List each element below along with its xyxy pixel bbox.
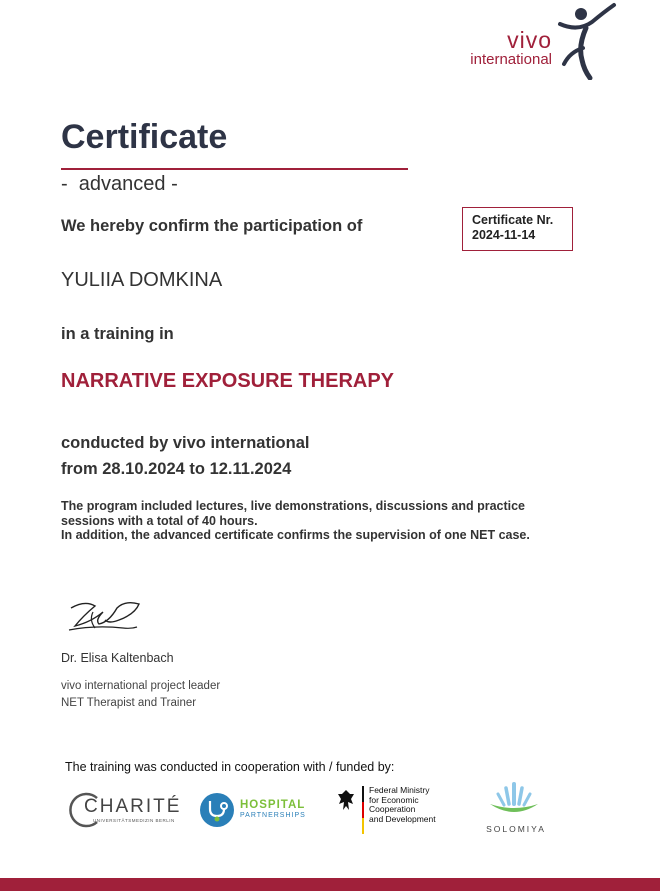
- charite-subtitle: UNIVERSITÄTSMEDIZIN BERLIN: [93, 818, 175, 823]
- confirmation-text: We hereby confirm the participation of: [61, 217, 363, 235]
- vivo-figure-icon: [556, 2, 620, 80]
- bmz-line: for Economic Cooperation: [369, 794, 419, 814]
- bmz-text: [369, 786, 466, 824]
- hospital-line1: HOSPITAL: [240, 799, 306, 811]
- program-line: In addition, the advanced certificate confirms the supervision of one NET case.: [61, 528, 530, 542]
- charite-logo: [67, 790, 182, 830]
- solomiya-flower-icon: [484, 778, 544, 818]
- federal-eagle-icon: [336, 788, 356, 816]
- logo-vivo: vivo: [507, 27, 552, 53]
- solomiya-logo: [476, 778, 556, 838]
- bmz-logo: [336, 784, 466, 834]
- bottom-accent-bar: [0, 878, 660, 891]
- flag-bar-gold: [362, 818, 364, 834]
- vivo-logo-text: [467, 29, 552, 68]
- certificate-number-value: 2024-11-14: [472, 228, 536, 242]
- hospital-partnerships-logo: [199, 790, 319, 830]
- program-line: sessions with a total of 40 hours.: [61, 513, 258, 528]
- cooperation-text: The training was conducted in cooperation with / funded by:: [65, 760, 395, 774]
- signer-role-line: vivo international project leader: [61, 680, 221, 692]
- logo-international: international: [470, 51, 552, 68]
- certificate-number-label: Certificate Nr.: [472, 213, 554, 227]
- course-title: NARRATIVE EXPOSURE THERAPY: [61, 370, 395, 392]
- bmz-line: Federal Ministry: [369, 785, 430, 795]
- title-underline: [61, 168, 408, 170]
- conducted-block: [61, 430, 309, 482]
- solomiya-name: SOLOMIYA: [486, 824, 546, 834]
- signer-role-line: NET Therapist and Trainer: [61, 696, 197, 709]
- date-range: from 28.10.2024 to 12.11.2024: [61, 460, 292, 478]
- signature-image: [65, 598, 145, 638]
- program-description: [61, 499, 621, 543]
- conducted-by: conducted by vivo international: [61, 434, 310, 452]
- flag-bar-red: [362, 802, 364, 818]
- bmz-line: and Development: [369, 813, 436, 824]
- certificate-title: Certificate: [61, 118, 228, 156]
- training-intro: in a training in: [61, 325, 174, 343]
- charite-name: CHARITÉ: [84, 796, 182, 817]
- stethoscope-icon: [199, 792, 235, 828]
- certificate-number-box: [462, 207, 573, 251]
- signer-role: [61, 678, 220, 711]
- hospital-line2: PARTNERSHIPS: [240, 812, 306, 819]
- participant-name: YULIIA DOMKINA: [61, 269, 223, 291]
- signer-name: Dr. Elisa Kaltenbach: [61, 651, 174, 665]
- program-line: The program included lectures, live demonstrations, discussions and practice: [61, 499, 526, 513]
- certificate-subtitle: - advanced -: [61, 173, 178, 195]
